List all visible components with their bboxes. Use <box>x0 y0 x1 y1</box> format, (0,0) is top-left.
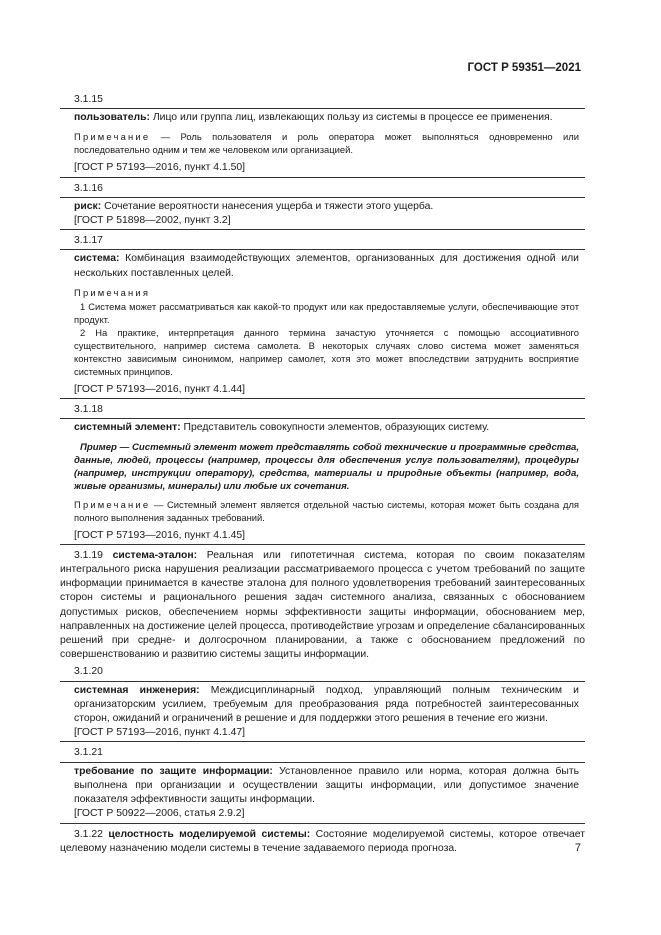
page-number: 7 <box>574 842 581 854</box>
source-reference: [ГОСТ Р 57193—2016, пункт 4.1.50] <box>74 162 246 174</box>
definition <box>74 200 579 214</box>
definition-text: Сочетание вероятности нанесения ущерба и тяжести этого ущерба. <box>101 200 434 212</box>
definition-box-security-requirement <box>60 762 585 824</box>
note-label: Примечание <box>74 131 151 143</box>
definition-text: Реальная или гипотетичная система, которая по своим показателям интегрального риска нарушения реализации рассматриваемого процесса с учетом требований по защите информации принимается в качестве эталона для полного удовлетворения требований заинтересованных сторон системы и рационального решения задач системного анализа, связанных с обоснованием допустимых рисков, обеспечением нормы эффективности защиты информации, обоснованием мер, направленных на достижение целей процесса, противодействие угрозам и определение сбалансированных решений при средне- и долгосрочном планировании, а также с обоснованием предложений по совершенствованию и развитию системы защиты информации. <box>60 549 585 661</box>
paragraph-reference-system <box>60 549 585 663</box>
section-number: 3.1.19 <box>74 549 103 561</box>
note-text: — Системный элемент является отдельной частью системы, которая может быть создана для полного выполнения заданных требований. <box>74 498 579 523</box>
source-reference: [ГОСТ Р 57193—2016, пункт 4.1.47] <box>74 727 246 739</box>
definition <box>74 111 579 125</box>
source-reference: [ГОСТ Р 50922—2006, статья 2.9.2] <box>74 808 245 820</box>
document-code: ГОСТ Р 59351—2021 <box>467 62 581 74</box>
term: риск: <box>74 200 102 212</box>
section-number: 3.1.15 <box>74 94 103 105</box>
section-number: 3.1.20 <box>74 666 103 678</box>
term: система: <box>74 253 120 265</box>
paragraph-model-integrity <box>60 828 585 856</box>
note-text: — Роль пользователя и роль оператора может выполняться одновременно или последовательно одним и тем же человеком или организацией. <box>74 131 579 156</box>
section-number: 3.1.21 <box>74 747 103 759</box>
section-number: 3.1.16 <box>74 182 103 194</box>
definition-box-risk <box>60 197 585 230</box>
source-reference: [ГОСТ Р 51898—2002, пункт 3.2] <box>74 215 231 227</box>
section-number: 3.1.17 <box>74 235 103 247</box>
definition-text: Представитель совокупности элементов, образующих систему. <box>180 422 490 434</box>
definition-box-system <box>60 249 585 399</box>
note <box>74 498 579 524</box>
page-content <box>60 90 585 856</box>
note-label: Примечание <box>74 498 151 510</box>
source-reference: [ГОСТ Р 57193—2016, пункт 4.1.45] <box>74 529 246 541</box>
definition-box-user <box>60 108 585 177</box>
definition-text: Лицо или группа лиц, извлекающих пользу из системы в процессе ее применения. <box>149 112 553 124</box>
note <box>74 130 579 156</box>
definition <box>74 252 579 280</box>
term: целостность моделируемой системы: <box>108 828 311 840</box>
definition-text: Комбинация взаимодействующих элементов, организованных для достижения одной или нескольких поставленных целей. <box>74 253 579 279</box>
source-reference: [ГОСТ Р 57193—2016, пункт 4.1.44] <box>74 384 246 396</box>
definition <box>74 421 579 435</box>
definition-text: Состояние моделируемой системы, которое отвечает целевому назначению модели системы в течение задаваемого периода прогноза. <box>60 828 586 854</box>
term: требование по защите информации: <box>74 765 273 777</box>
note-item: 2 На практике, интерпретация данного термина зачастую уточняется с помощью ассоциативного существительного, например система самолета. В некоторых случаях слово система может заменяться контекстно зависимым синонимом, например самолет, хотя это может впоследствии затруднить восприятие системных принципов. <box>74 327 579 378</box>
example: Пример — Системный элемент может представлять собой технические и программные средства, данные, людей, процессы (например, процессы для обеспечения услуг пользователям), процедуры (например, инструкции оператору), средства, материалы и природные объекты (например, вода, живые организмы, минералы) или любые их сочетания. <box>74 441 579 492</box>
definition <box>74 684 579 727</box>
note-item: 1 Система может рассматриваться как какой-то продукт или как предоставляемые услуги, обеспечивающие этот продукт. <box>74 301 579 326</box>
definition <box>74 765 579 808</box>
term: система-эталон: <box>112 549 198 561</box>
definition-box-system-element <box>60 418 585 544</box>
notes-label: Примечания <box>74 286 151 298</box>
term: пользователь: <box>74 112 150 124</box>
section-number: 3.1.18 <box>74 404 103 416</box>
term: системная инженерия: <box>74 684 200 696</box>
definition-text: Установленное правило или норма, которая должна быть выполнена при организации и осуществлении защиты информации, или допустимое значение показателя эффективности защиты информации. <box>74 765 579 806</box>
section-number: 3.1.22 <box>74 828 103 840</box>
definition-text: Междисциплинарный подход, управляющий полным техническим и организаторским усилием, требуемым для преобразования ряда потребностей заинтересованных сторон, ожиданий и ограничений в решение и для поддержки этого решения в течение его жизни. <box>74 684 579 725</box>
definition-box-systems-engineering <box>60 681 585 743</box>
term: системный элемент: <box>74 422 181 434</box>
